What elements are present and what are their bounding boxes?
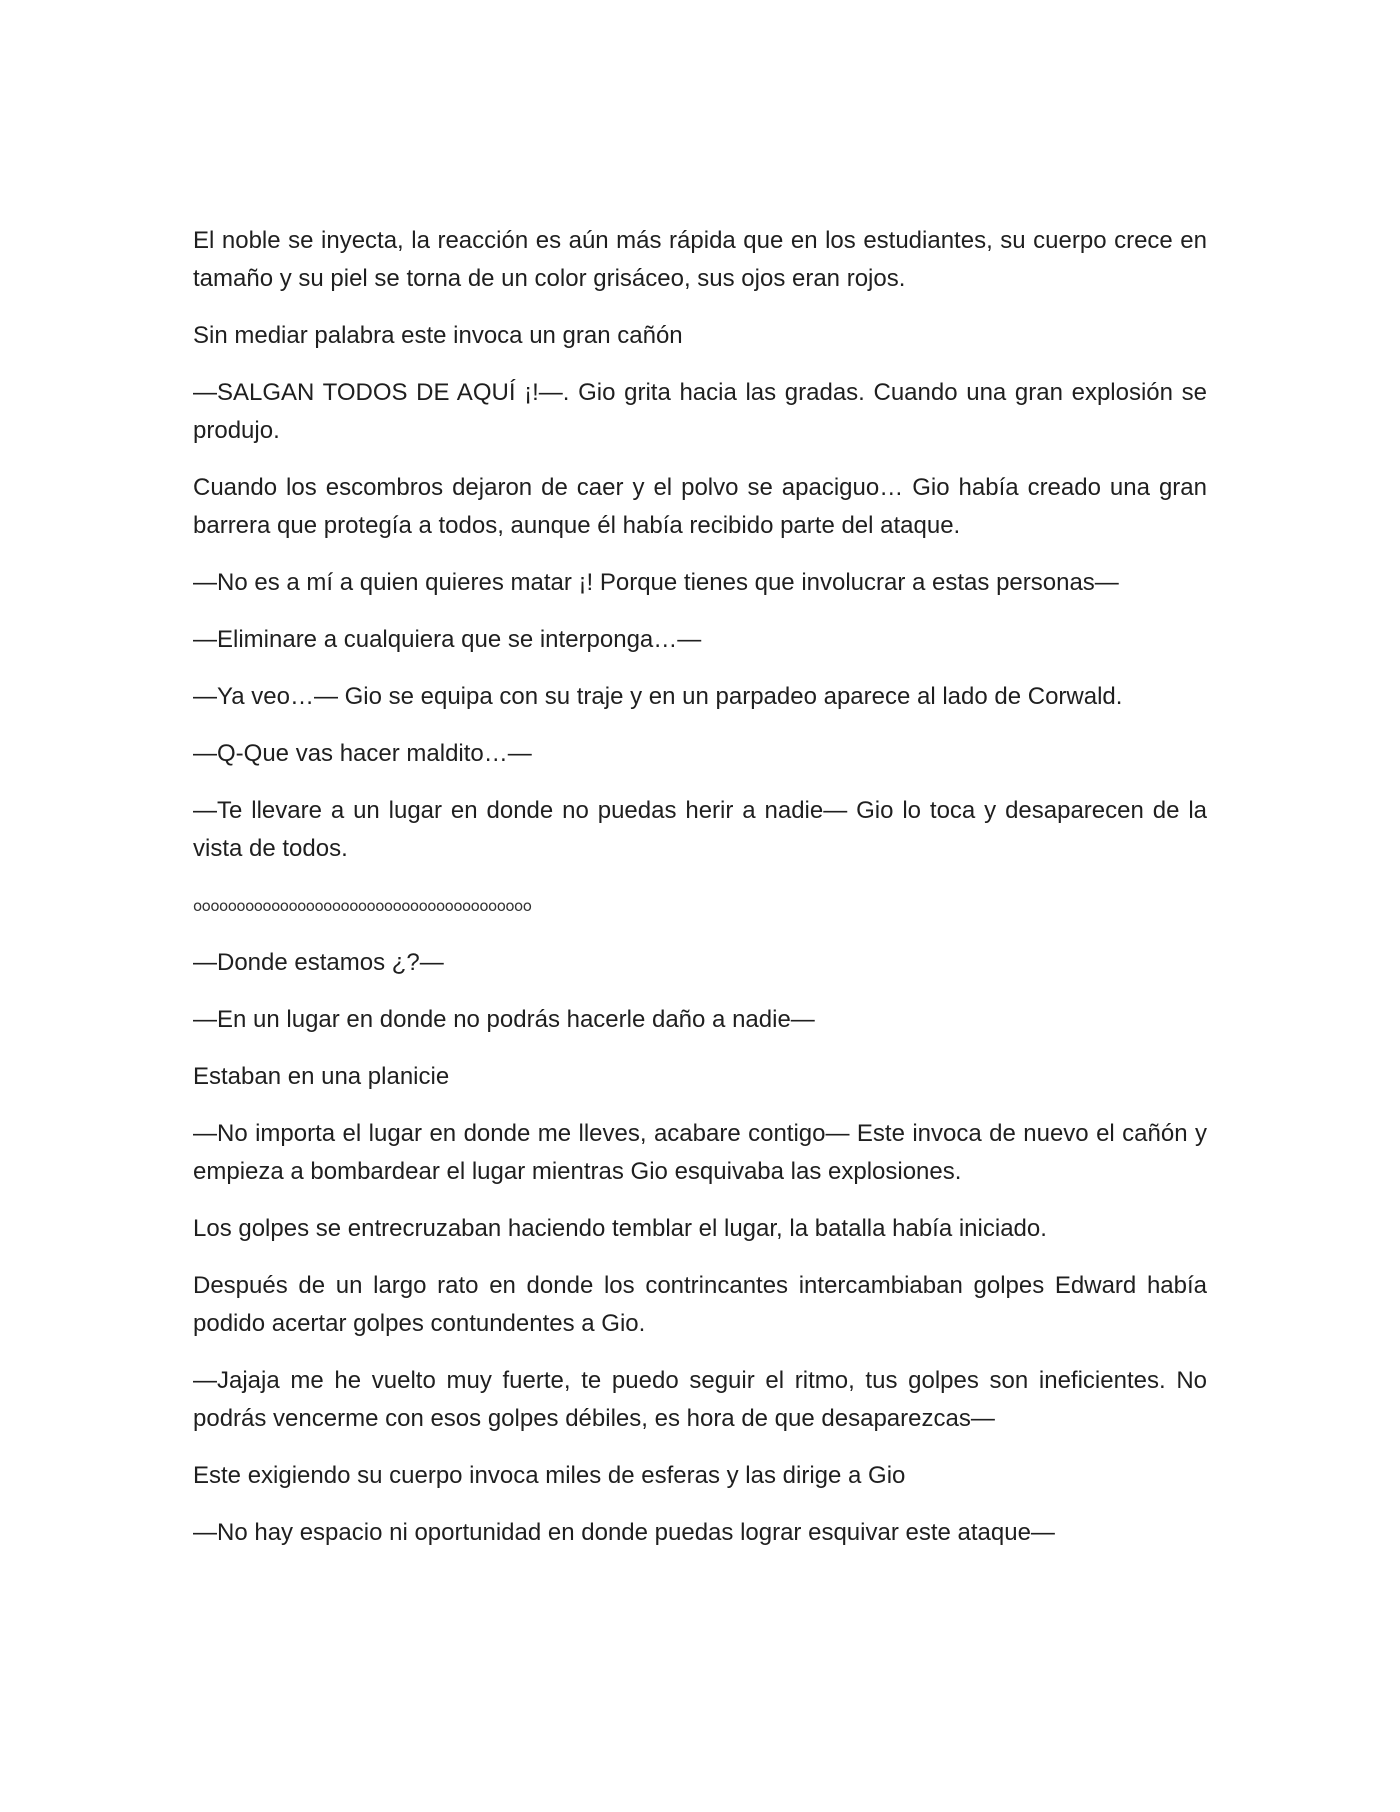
paragraph: —Eliminare a cualquiera que se interponga…— [193,626,702,653]
paragraph: Los golpes se entrecruzaban haciendo temblar el lugar, la batalla había iniciado. [193,1215,1047,1242]
paragraph: —Te llevare a un lugar en donde no puedas herir a nadie— Gio lo toca y desaparecen de la vista de todos. [193,797,1207,862]
paragraph: —Donde estamos ¿?— [193,949,444,976]
paragraph: El noble se inyecta, la reacción es aún más rápida que en los estudiantes, su cuerpo crece en tamaño y su piel se torna de un color grisáceo, sus ojos eran rojos. [193,227,1207,292]
paragraph: —Q-Que vas hacer maldito…— [193,740,532,767]
paragraph: Estaban en una planicie [193,1063,450,1090]
paragraph: —Jajaja me he vuelto muy fuerte, te puedo seguir el ritmo, tus golpes son ineficientes. No podrás vencerme con esos golpes débiles, es hora de que desaparezcas— [193,1367,1207,1432]
paragraph: —No es a mí a quien quieres matar ¡! Porque tienes que involucrar a estas personas— [193,569,1119,596]
document-body [193,222,1207,1571]
scene-separator: ooooooooooooooooooooooooooooooooooooooo [193,897,532,915]
paragraph: Sin mediar palabra este invoca un gran cañón [193,322,683,349]
paragraph: —Ya veo…— Gio se equipa con su traje y en un parpadeo aparece al lado de Corwald. [193,683,1123,710]
paragraph: —No importa el lugar en donde me lleves, acabare contigo— Este invoca de nuevo el cañón y empieza a bombardear el lugar mientras Gio esquivaba las explosiones. [193,1120,1207,1185]
paragraph: Cuando los escombros dejaron de caer y el polvo se apaciguo… Gio había creado una gran barrera que protegía a todos, aunque él había recibido parte del ataque. [193,474,1207,539]
paragraph: —No hay espacio ni oportunidad en donde puedas lograr esquivar este ataque— [193,1519,1055,1546]
paragraph: Este exigiendo su cuerpo invoca miles de esferas y las dirige a Gio [193,1462,906,1489]
paragraph: —En un lugar en donde no podrás hacerle daño a nadie— [193,1006,815,1033]
paragraph: —SALGAN TODOS DE AQUÍ ¡!—. Gio grita hacia las gradas. Cuando una gran explosión se produjo. [193,379,1207,444]
paragraph: Después de un largo rato en donde los contrincantes intercambiaban golpes Edward había podido acertar golpes contundentes a Gio. [193,1272,1207,1337]
